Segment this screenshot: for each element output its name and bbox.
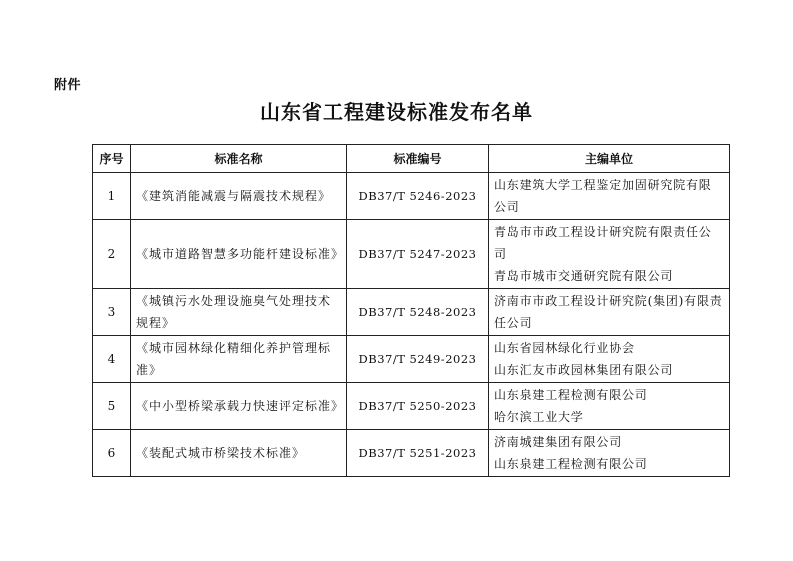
row-serial: 1 [93, 173, 131, 220]
row-chief-editor-unit [489, 220, 730, 289]
unit-line: 山东泉建工程检测有限公司 [494, 388, 648, 402]
row-serial: 6 [93, 430, 131, 477]
row-chief-editor-unit [489, 289, 730, 336]
table-row [93, 173, 730, 220]
table-row [93, 289, 730, 336]
row-standard-number: DB37/T 5247-2023 [347, 220, 489, 289]
row-serial: 5 [93, 383, 131, 430]
row-chief-editor-unit [489, 173, 730, 220]
row-standard-name: 《城市园林绿化精细化养护管理标准》 [131, 336, 347, 383]
row-standard-number: DB37/T 5246-2023 [347, 173, 489, 220]
header-serial: 序号 [93, 145, 131, 173]
row-chief-editor-unit [489, 430, 730, 477]
row-standard-name: 《城市道路智慧多功能杆建设标准》 [131, 220, 347, 289]
header-chief-editor-unit: 主编单位 [489, 145, 730, 173]
unit-line: 青岛市市政工程设计研究院有限责任公司 [494, 225, 712, 261]
header-standard-number: 标准编号 [347, 145, 489, 173]
row-serial: 3 [93, 289, 131, 336]
row-standard-name: 《装配式城市桥梁技术标准》 [131, 430, 347, 477]
row-standard-number: DB37/T 5251-2023 [347, 430, 489, 477]
row-standard-number: DB37/T 5249-2023 [347, 336, 489, 383]
row-serial: 4 [93, 336, 131, 383]
table-row [93, 336, 730, 383]
row-standard-name: 《城镇污水处理设施臭气处理技术规程》 [131, 289, 347, 336]
annex-label: 附件 [54, 78, 82, 93]
row-serial: 2 [93, 220, 131, 289]
unit-line: 济南城建集团有限公司 [494, 435, 623, 449]
standards-table [92, 144, 730, 477]
row-standard-name: 《中小型桥梁承载力快速评定标准》 [131, 383, 347, 430]
unit-line: 济南市市政工程设计研究院(集团)有限责任公司 [494, 294, 723, 330]
table-header-row [93, 145, 730, 173]
row-standard-number: DB37/T 5250-2023 [347, 383, 489, 430]
table-row [93, 383, 730, 430]
unit-line: 山东汇友市政园林集团有限公司 [494, 363, 674, 377]
unit-line: 哈尔滨工业大学 [494, 410, 584, 424]
row-chief-editor-unit [489, 336, 730, 383]
table-row [93, 220, 730, 289]
table-row [93, 430, 730, 477]
row-chief-editor-unit [489, 383, 730, 430]
header-standard-name: 标准名称 [131, 145, 347, 173]
unit-line: 山东省园林绿化行业协会 [494, 341, 635, 355]
unit-line: 青岛市城市交通研究院有限公司 [494, 269, 674, 283]
unit-line: 山东泉建工程检测有限公司 [494, 457, 648, 471]
row-standard-number: DB37/T 5248-2023 [347, 289, 489, 336]
row-standard-name: 《建筑消能减震与隔震技术规程》 [131, 173, 347, 220]
unit-line: 山东建筑大学工程鉴定加固研究院有限公司 [494, 178, 712, 214]
document-title: 山东省工程建设标准发布名单 [260, 100, 533, 124]
